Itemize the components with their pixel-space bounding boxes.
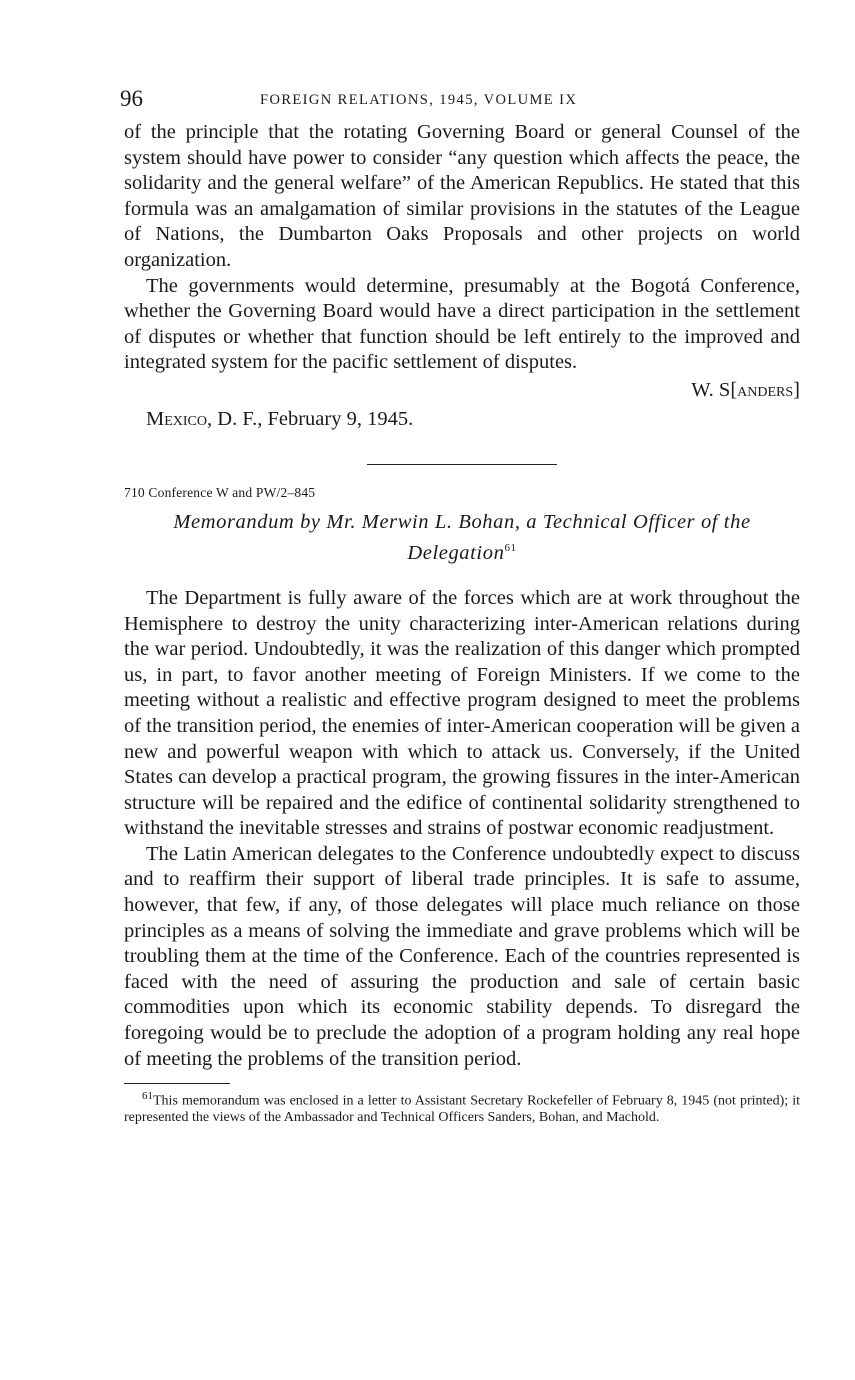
footnote-divider — [124, 1083, 230, 1084]
footnote-text: This memorandum was enclosed in a letter to Assistant Secretary Rockefeller of February 8, 1945 (not printed); it represented the views of the Ambassador and Technical Officers Sanders, Bohan, and Machold. — [124, 1093, 800, 1125]
dateline-place: Mexico — [146, 407, 208, 430]
document-title — [124, 509, 800, 566]
signature-surname: anders — [737, 378, 794, 401]
document-title-text: Memorandum by Mr. Merwin L. Bohan, a Technical Officer of the Delegation — [173, 511, 751, 564]
page-number: 96 — [120, 86, 143, 111]
running-head: FOREIGN RELATIONS, 1945, VOLUME IX — [260, 92, 578, 108]
dateline-date: , D. F., February 9, 1945. — [207, 407, 414, 430]
dateline — [146, 407, 800, 433]
footnote — [124, 1088, 800, 1126]
continued-paragraph: of the principle that the rotating Governing Board or general Counsel of the system should have power to consider “any question which affects the peace, the solidarity and the general welfare” of the American Republics. He stated that this formula was an amalgamation of similar provisions in the statutes of the League of Nations, the Dumbarton Oaks Proposals and other projects on world organization. — [124, 121, 800, 271]
signature — [124, 378, 800, 404]
governments-paragraph: The governments would determine, presumably at the Bogotá Conference, whether the Governing Board would have a direct participation in the settlement of disputes or whether that function should be left entirely to the improved and integrated system for the pacific settlement of disputes. — [124, 274, 800, 374]
signature-bracket: ] — [793, 378, 800, 401]
department-paragraph: The Department is fully aware of the forces which are at work throughout the Hemisphere to destroy the unity characterizing inter-American relations during the war period. Undoubtedly, it was the realization of this danger which prompted us, in part, to favor another meeting of Foreign Ministers. If we come to the meeting without a realistic and effective program designed to meet the problems of the transition period, the enemies of inter-American cooperation will be given a new and powerful weapon with which to attack us. Conversely, if the United States can develop a practical program, the growing fissures in the inter-American structure will be repaired and the edifice of continental solidarity strengthened to withstand the inevitable stresses and strains of postwar economic readjustment. — [124, 586, 800, 840]
page-header — [120, 86, 800, 120]
signature-initial: W. S[ — [691, 378, 738, 401]
latin-american-paragraph: The Latin American delegates to the Conference undoubtedly expect to discuss and to reaffirm their support of liberal trade principles. It is safe to assume, however, that few, if any, of those delegates will place much reliance on those principles as a means of solving the immediate and grave problems which will be troubling them at the time of the Conference. Each of the countries represented is faced with the need of assuring the production and sale of certain basic commodities upon which its economic stability depends. To disregard the foregoing would be to preclude the adoption of a program holding any real hope of meeting the problems of the transition period. — [124, 842, 800, 1070]
footnote-mark: 61 — [142, 1090, 153, 1103]
title-footnote-mark: 61 — [504, 542, 517, 555]
document-page — [120, 86, 800, 1126]
section-divider — [367, 464, 557, 465]
file-reference: 710 Conference W and PW/2–845 — [124, 485, 316, 501]
